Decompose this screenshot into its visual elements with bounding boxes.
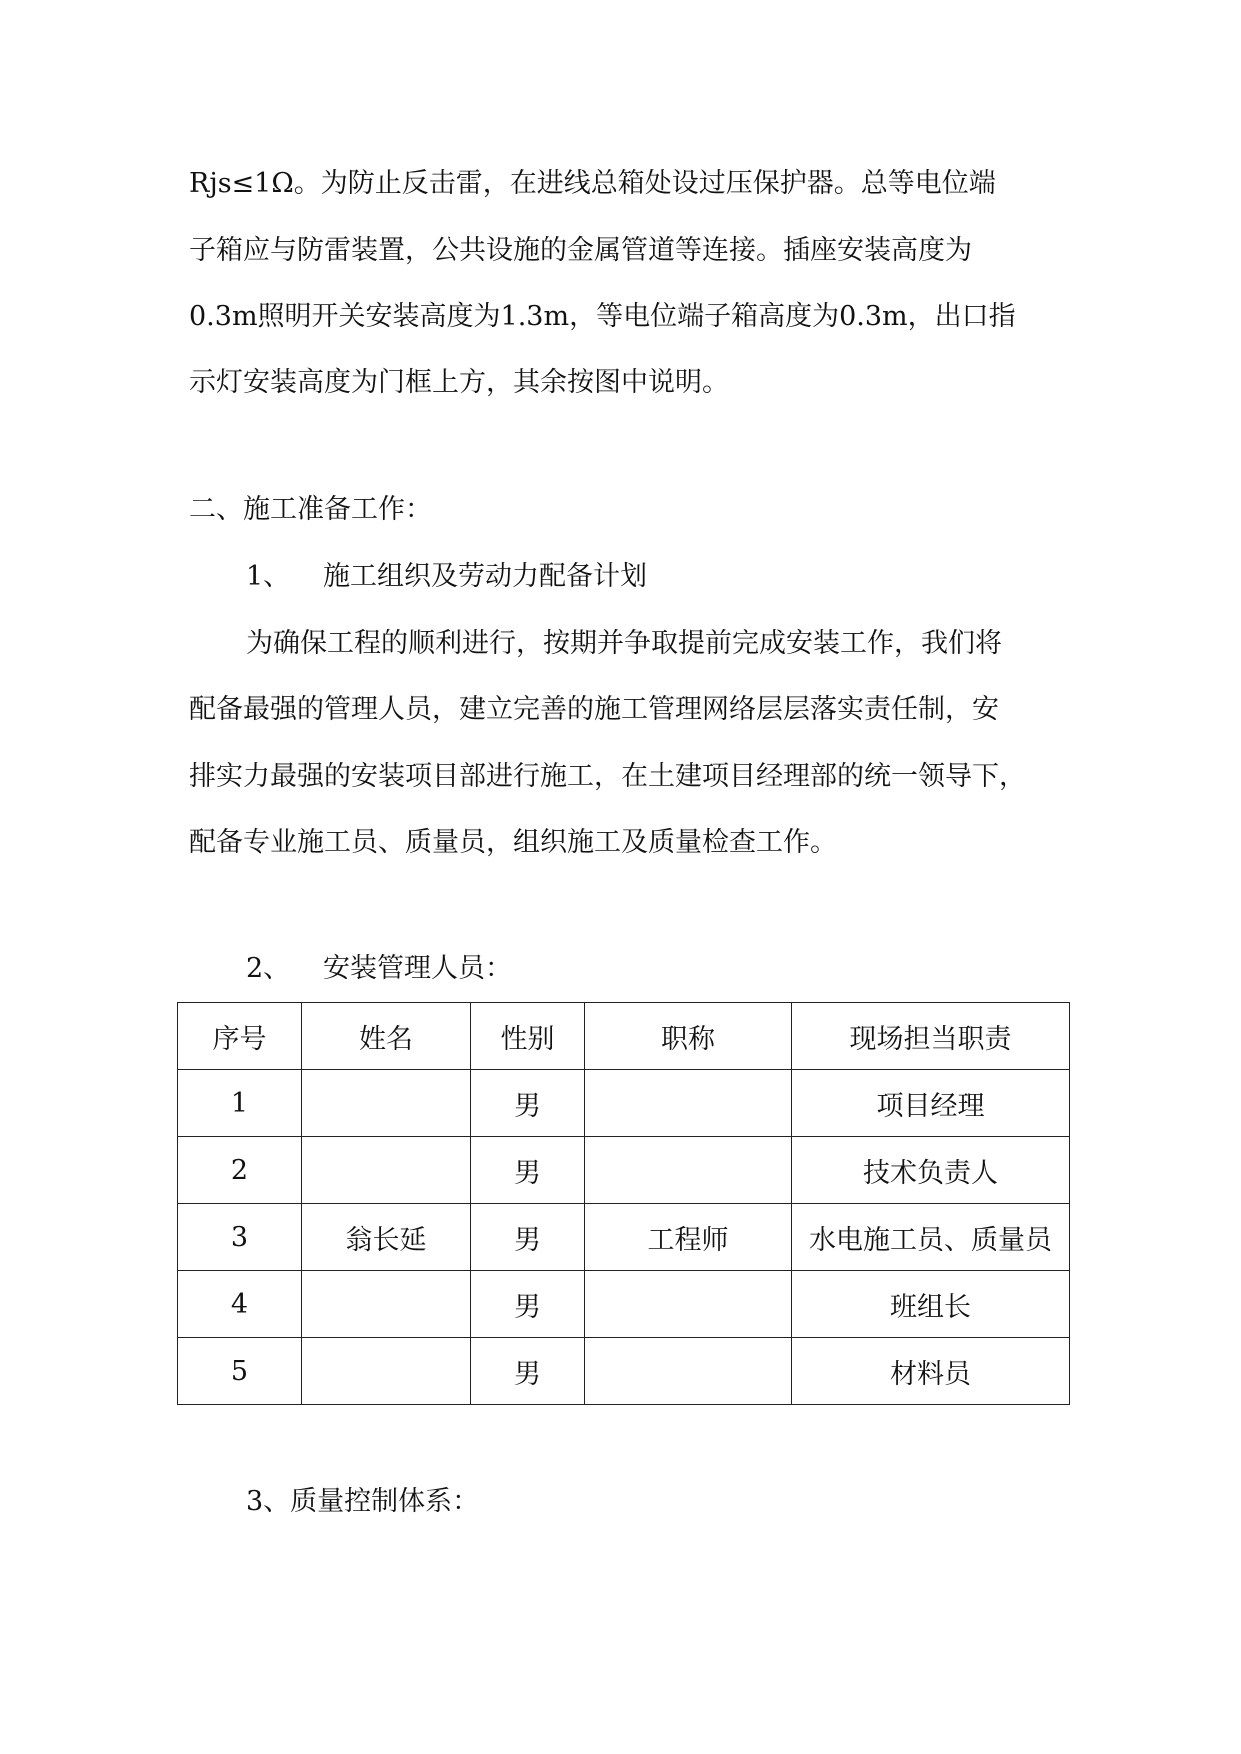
- cell-gender: 男: [471, 1137, 585, 1204]
- cell-name: [302, 1137, 471, 1204]
- cell-number: 3: [178, 1204, 302, 1271]
- header-cell-name: 姓名: [302, 1003, 471, 1070]
- cell-title: [585, 1137, 792, 1204]
- section-heading: 二、施工准备工作：: [189, 494, 432, 525]
- paragraph-line-3: 0.3m照明开关安装高度为1.3m，等电位端子箱高度为0.3m，出口指: [189, 301, 1016, 332]
- paragraph2-line-4: 配备专业施工员、质量员，组织施工及质量检查工作。: [189, 827, 837, 858]
- cell-name: [302, 1070, 471, 1137]
- cell-number: 1: [178, 1070, 302, 1137]
- item3-title: 3、质量控制体系：: [246, 1486, 480, 1517]
- cell-title: 工程师: [585, 1204, 792, 1271]
- cell-duty: 班组长: [792, 1271, 1070, 1338]
- cell-gender: 男: [471, 1204, 585, 1271]
- header-cell-duty: 现场担当职责: [792, 1003, 1070, 1070]
- paragraph-line-2: 子箱应与防雷装置，公共设施的金属管道等连接。插座安装高度为: [189, 235, 972, 266]
- header-cell-title: 职称: [585, 1003, 792, 1070]
- staff-table: [177, 1002, 1070, 1405]
- cell-duty: 材料员: [792, 1338, 1070, 1405]
- item2-title: 安装管理人员：: [323, 953, 512, 984]
- paragraph2-line-2: 配备最强的管理人员，建立完善的施工管理网络层层落实责任制，安: [189, 694, 999, 725]
- item1-number: 1、: [246, 561, 291, 592]
- paragraph2-line-3: 排实力最强的安装项目部进行施工，在土建项目经理部的统一领导下，: [189, 761, 1026, 792]
- cell-number: 4: [178, 1271, 302, 1338]
- paragraph-line-1: Rjs≤1Ω。为防止反击雷，在进线总箱处设过压保护器。总等电位端: [189, 168, 996, 199]
- cell-duty: 水电施工员、质量员: [792, 1204, 1070, 1271]
- cell-duty: 技术负责人: [792, 1137, 1070, 1204]
- cell-name: [302, 1271, 471, 1338]
- cell-name: 翁长延: [302, 1204, 471, 1271]
- table-row: [178, 1204, 1070, 1271]
- cell-gender: 男: [471, 1338, 585, 1405]
- cell-number: 2: [178, 1137, 302, 1204]
- cell-name: [302, 1338, 471, 1405]
- item2-number: 2、: [246, 953, 291, 984]
- cell-gender: 男: [471, 1070, 585, 1137]
- header-cell-gender: 性别: [471, 1003, 585, 1070]
- table-row: [178, 1271, 1070, 1338]
- cell-gender: 男: [471, 1271, 585, 1338]
- cell-number: 5: [178, 1338, 302, 1405]
- cell-title: [585, 1070, 792, 1137]
- paragraph2-line-1: 为确保工程的顺利进行，按期并争取提前完成安装工作，我们将: [246, 628, 1002, 659]
- table-row: [178, 1137, 1070, 1204]
- paragraph-line-4: 示灯安装高度为门框上方，其余按图中说明。: [189, 367, 729, 398]
- item1-title: 施工组织及劳动力配备计划: [323, 561, 647, 592]
- header-cell-number: 序号: [178, 1003, 302, 1070]
- table-row: [178, 1070, 1070, 1137]
- table-header-row: [178, 1003, 1070, 1070]
- cell-duty: 项目经理: [792, 1070, 1070, 1137]
- table-row: [178, 1338, 1070, 1405]
- cell-title: [585, 1271, 792, 1338]
- cell-title: [585, 1338, 792, 1405]
